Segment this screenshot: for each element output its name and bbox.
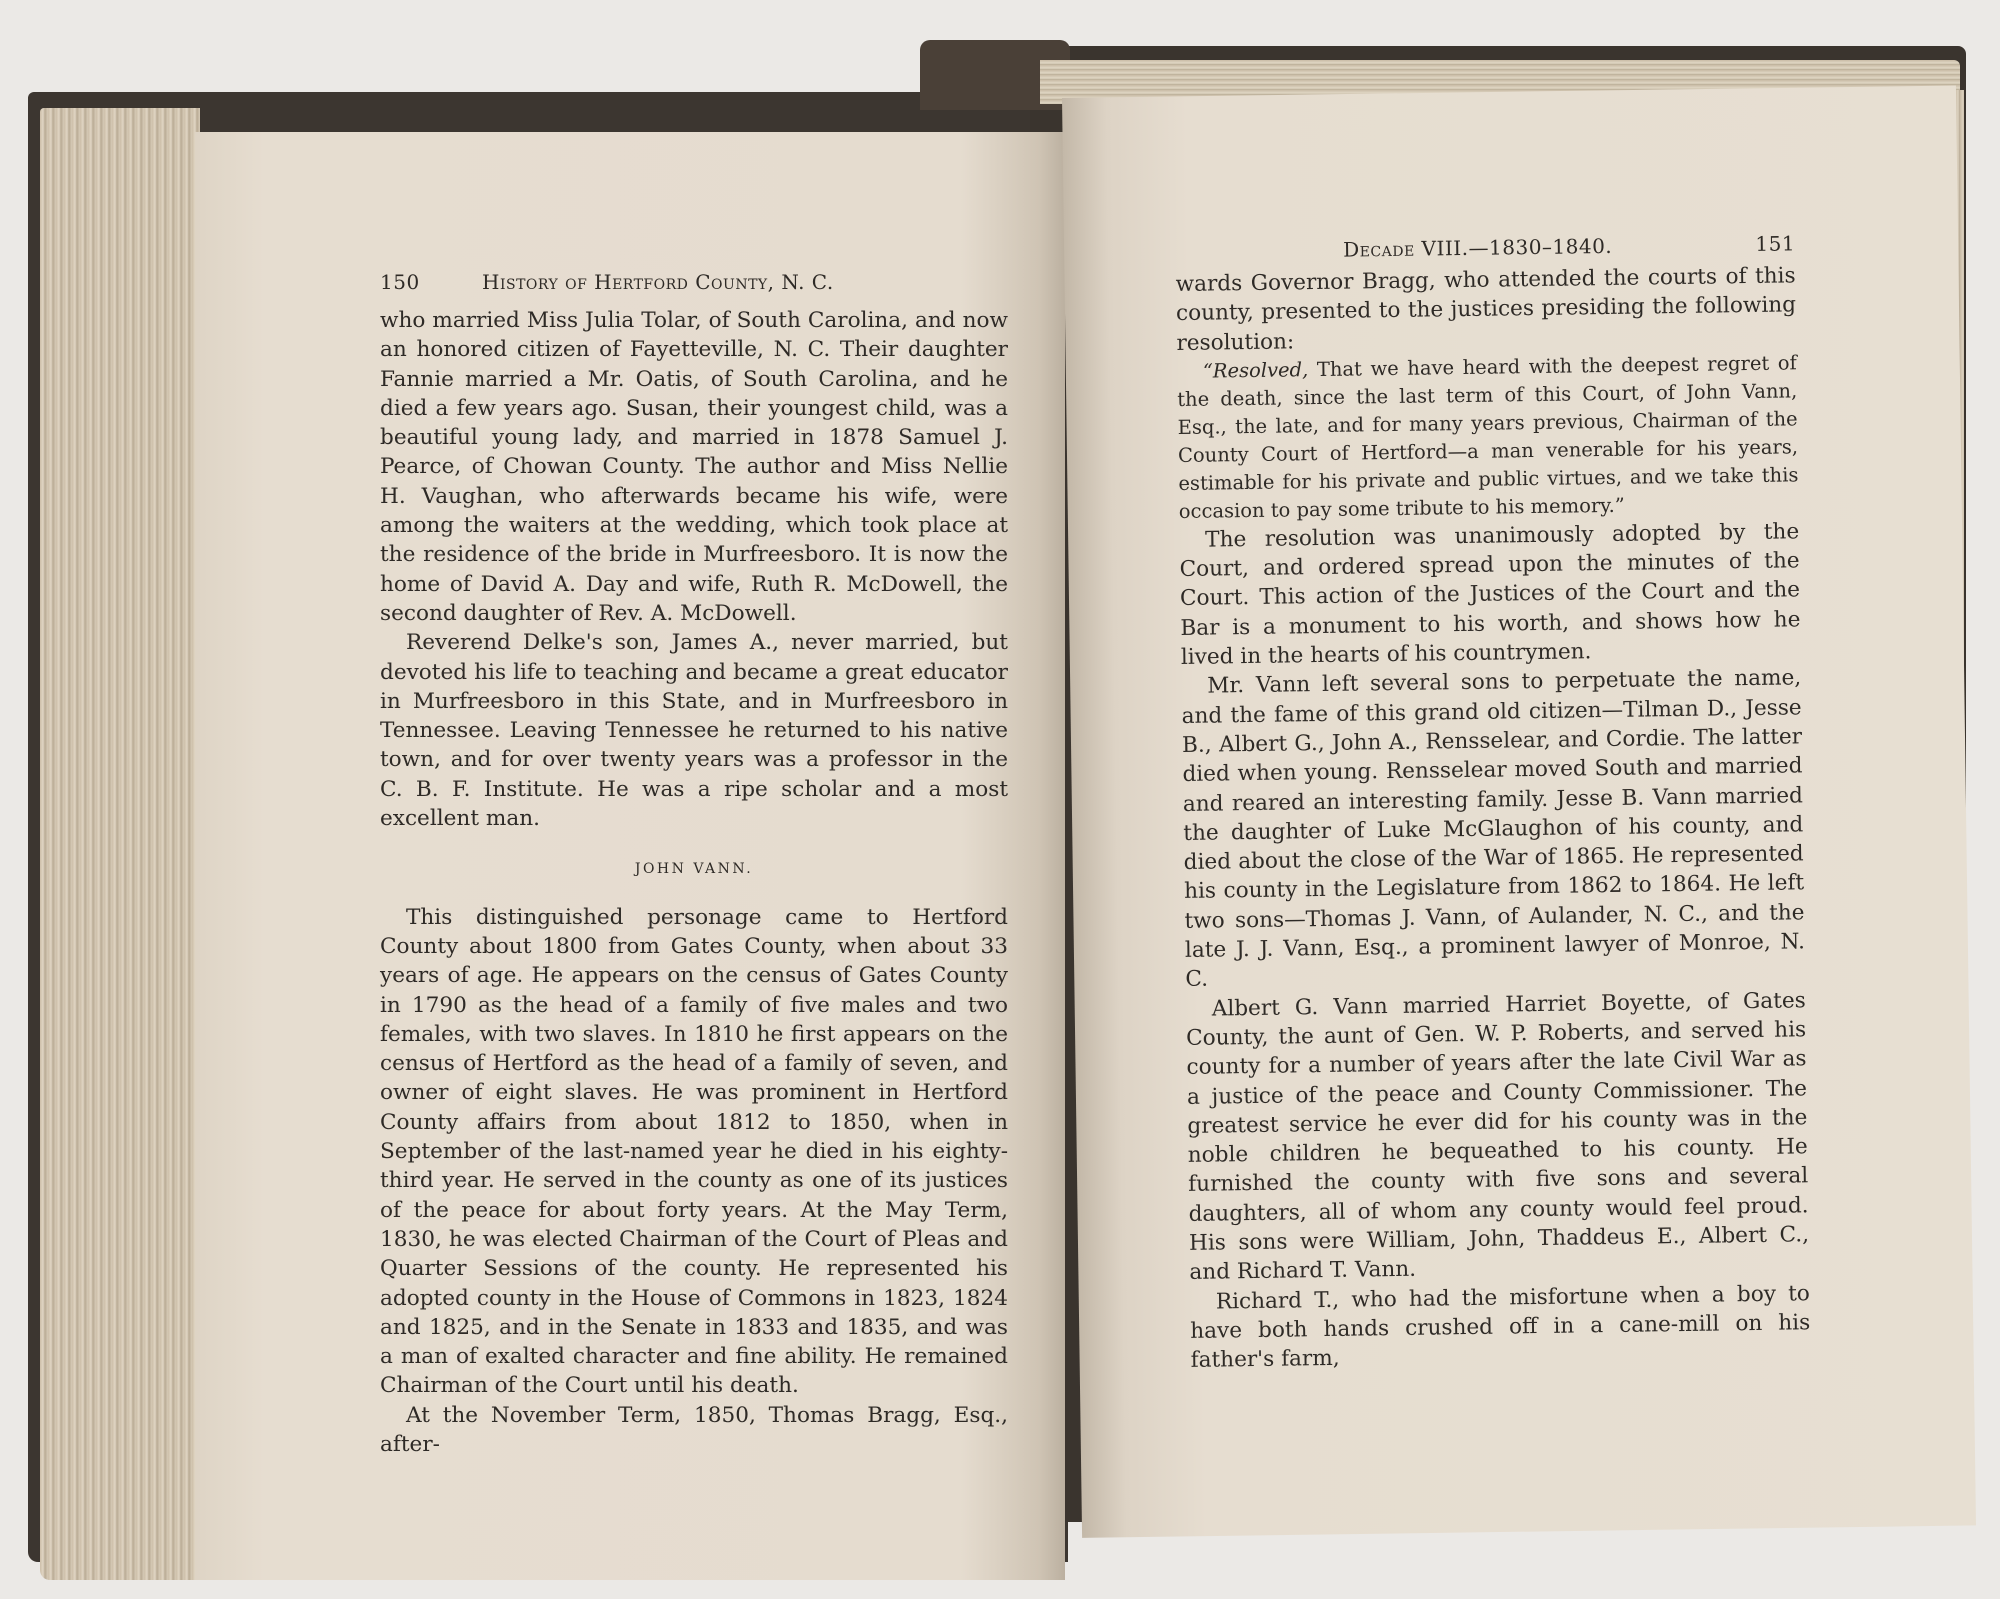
page-number: 151 bbox=[1755, 231, 1796, 256]
page-number: 150 bbox=[380, 270, 420, 294]
right-page-text bbox=[1175, 229, 1811, 1375]
left-page-text bbox=[380, 268, 1008, 1459]
paragraph: Mr. Vann left several sons to perpetuate the name, and the fame of this grand old citizen—Tilman D., Jesse B., Albert G., John A., Rensselear, and Cordie. The latter died when young. Rensselear moved South and married and reared an interesting family. Jesse B. Vann married the daughter of Luke McGlaughon of his county, and died about the close of the War of 1865. He represented his county in the Legislature from 1862 to 1864. He left two sons—Thomas J. Vann, of Aulander, N. C., and the late J. J. Vann, Esq., a prominent lawyer of Monroe, N. C. bbox=[1181, 665, 1806, 993]
resolution-quote bbox=[1177, 349, 1799, 526]
paragraph: Reverend Delke's son, James A., never married, but devoted his life to teaching and became a great educator in Murfreesboro in this State, and in Murfreesboro in Tennessee. Leaving Tennessee he returned to his native town, and for over twenty years was a professor in the C. B. F. Institute. He was a ripe scholar and a most excellent man. bbox=[380, 630, 1008, 832]
paragraph: Richard T., who had the misfortune when a boy to have both hands crushed off in a cane-mill on his father's farm, bbox=[1190, 1280, 1811, 1374]
running-head: Decade VIII.—1830–1840. bbox=[1343, 233, 1613, 262]
paragraph: At the November Term, 1850, Thomas Bragg, Esq., after- bbox=[380, 1402, 1008, 1457]
resolution-text: That we have heard with the deepest regret of the death, since the last term of this Court, of John Vann, Esq., the late, and for many years previous, Chairman of the County Court of Hertford—a man venerable for his years, estimable for his private and public virtues, and we take this occasion to pay some tribute to his memory.” bbox=[1177, 351, 1799, 523]
running-head: History of Hertford County, N. C. bbox=[482, 270, 834, 294]
paragraph: The resolution was unanimously adopted by the Court, and ordered spread upon the minutes of the Court. This action of the Justices of the Court and the Bar is a monument to his worth, and shows how he lived in the hearts of his countrymen. bbox=[1179, 519, 1801, 671]
section-title: JOHN VANN. bbox=[634, 861, 754, 878]
resolution-lead: “Resolved, bbox=[1202, 358, 1309, 383]
paragraph: Albert G. Vann married Harriet Boyette, of Gates County, the aunt of Gen. W. P. Roberts, and served his county for a number of years after the late Civil War as a justice of the peace and County Commissioner. The greatest service he ever did for his county was in the noble children he bequeathed to his county. He furnished the county with five sons and several daughters, all of whom any county would feel proud. His sons were William, John, Thaddeus E., Albert C., and Richard T. Vann. bbox=[1186, 987, 1810, 1286]
left-page-header bbox=[380, 268, 1008, 298]
paragraph: wards Governor Bragg, who attended the courts of this county, presented to the justices presiding the following resolution: bbox=[1175, 263, 1797, 356]
paragraph: This distinguished personage came to Hertford County about 1800 from Gates County, when about 33 years of age. He appears on the census of Gates County in 1790 as the head of a family of five males and two females, with two slaves. In 1810 he first appears on the census of Hertford as the head of a family of seven, and owner of eight slaves. He was prominent in Hertford County affairs from about 1812 to 1850, when in September of the last-named year he died in his eighty-third year. He served in the county as one of its justices of the peace for about forty years. At the May Term, 1830, he was elected Chairman of the Court of Pleas and Quarter Sessions of the county. He represented his adopted county in the House of Commons in 1823, 1824 and 1825, and in the Senate in 1833 and 1835, and was a man of exalted character and fine ability. He remained Chairman of the Court until his death. bbox=[380, 904, 1008, 1399]
paragraph: who married Miss Julia Tolar, of South Carolina, and now an honored citizen of Fayetteville, N. C. Their daughter Fannie married a Mr. Oatis, of South Carolina, and he died a few years ago. Susan, their youngest child, was a beautiful young lady, and married in 1878 Samuel J. Pearce, of Chowan County. The author and Miss Nellie H. Vaughan, who afterwards became his wife, were among the waiters at the wedding, which took place at the residence of the bride in Murfreesboro. It is now the home of David A. Day and wife, Ruth R. McDowell, the second daughter of Rev. A. McDowell. bbox=[380, 308, 1008, 626]
page-edges-left bbox=[40, 108, 200, 1580]
